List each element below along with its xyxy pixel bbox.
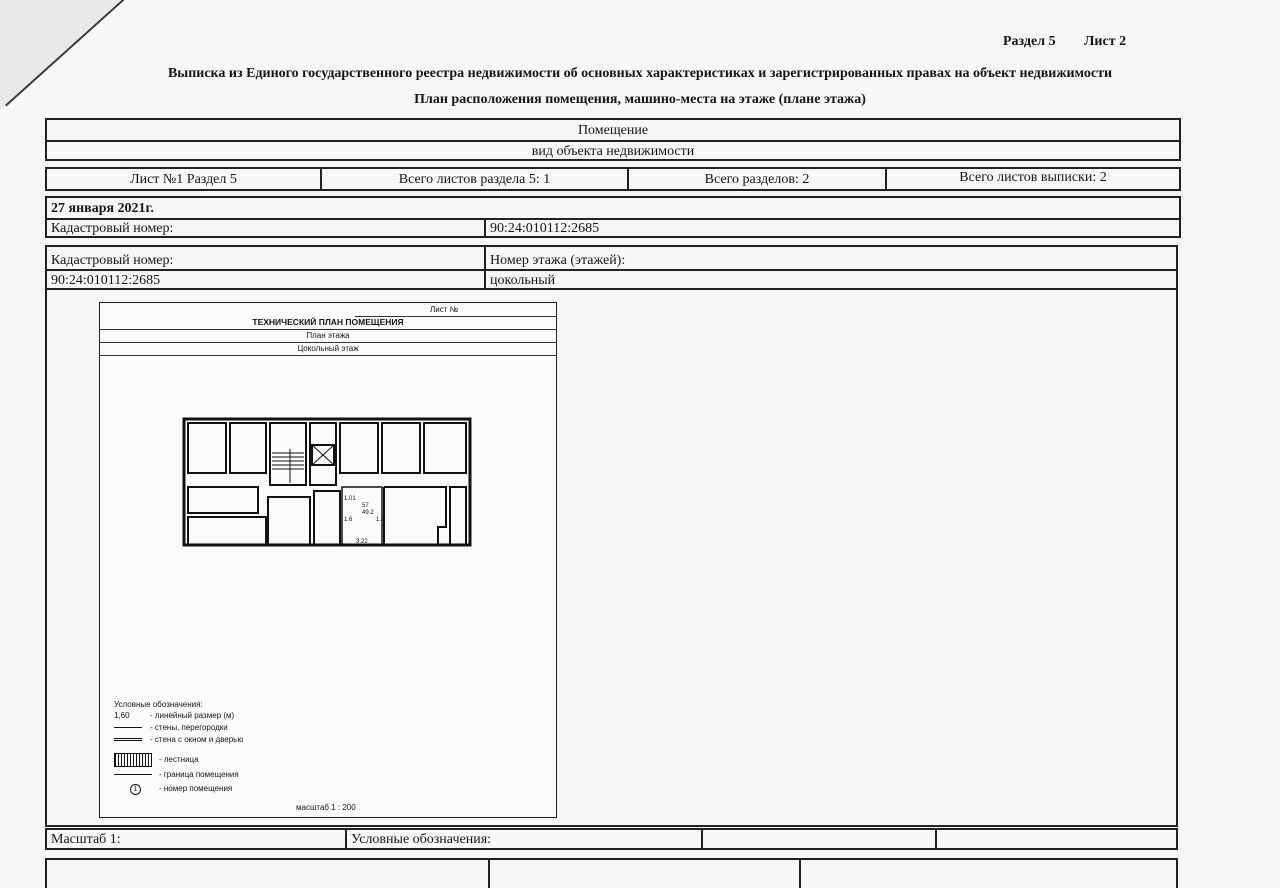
bottom-table [45, 858, 1178, 888]
plan-title: ТЕХНИЧЕСКИЙ ПЛАН ПОМЕЩЕНИЯ [100, 316, 556, 330]
cadastral-value: 90:24:010112:2685 [490, 221, 600, 236]
footer-scale: Масштаб 1: [51, 832, 121, 847]
plan-sheet-no: Лист № [355, 303, 556, 317]
floor-cad-value: 90:24:010112:2685 [51, 273, 161, 288]
cadastral-label: Кадастровый номер: [51, 221, 174, 236]
floor-plan-drawing [100, 403, 558, 663]
legend-dim: 1,60 - линейный размер (м) [114, 711, 235, 720]
date-cadastral-box [45, 196, 1181, 238]
legend-stairs: - лестница [114, 753, 152, 767]
dim-label: 1.6 [344, 517, 353, 523]
dim-label: 1.8 [376, 517, 385, 523]
total-sections: Всего разделов: 2 [704, 172, 810, 187]
dim-label: 1.01 [344, 496, 356, 502]
legend-walls: - стены, перегородки [114, 723, 142, 732]
floor-value: цокольный [490, 273, 556, 288]
document-subtitle: План расположения помещения, машино-места на этаже (плане этажа) [414, 92, 866, 107]
room-number-symbol: 1 [130, 784, 141, 795]
section-label: Раздел 5 [1003, 34, 1056, 49]
floor-cad-label: Кадастровый номер: [51, 253, 174, 268]
plan-floor: Цокольный этаж [100, 342, 556, 356]
dim-label: 3.22 [356, 539, 368, 545]
extract-date: 27 января 2021г. [51, 201, 154, 216]
legend-dim-value: 1,60 [114, 711, 130, 720]
legend-window: - стена с окном и дверью [114, 735, 142, 744]
dim-label: 49.2 [362, 510, 374, 516]
legend-border: - граница помещения [114, 770, 152, 779]
document-title: Выписка из Единого государственного реестра недвижимости об основных характеристиках и зарегистрированных правах на объект недвижимости [167, 66, 1113, 81]
footer-legend: Условные обозначения: [351, 832, 492, 847]
technical-plan [99, 302, 557, 818]
dim-label: 57 [362, 503, 369, 509]
legend-title: Условные обозначения: [114, 700, 203, 709]
object-name: Помещение [577, 123, 649, 138]
object-type: вид объекта недвижимости [531, 144, 695, 159]
total-sheets-section: Всего листов раздела 5: 1 [398, 172, 551, 187]
plan-subtitle: План этажа [100, 329, 556, 343]
plan-scale: масштаб 1 : 200 [296, 803, 356, 812]
total-sheets-extract: Всего листов выписки: 2 [959, 170, 1107, 185]
sheet-info-row [45, 167, 1181, 191]
object-box [45, 118, 1181, 161]
legend-room-no: 1 - номер помещения [114, 784, 141, 795]
floor-label: Номер этажа (этажей): [490, 253, 626, 268]
footer-row [45, 828, 1178, 850]
sheet-section: Лист №1 Раздел 5 [130, 172, 237, 187]
sheet-label: Лист 2 [1084, 34, 1127, 49]
